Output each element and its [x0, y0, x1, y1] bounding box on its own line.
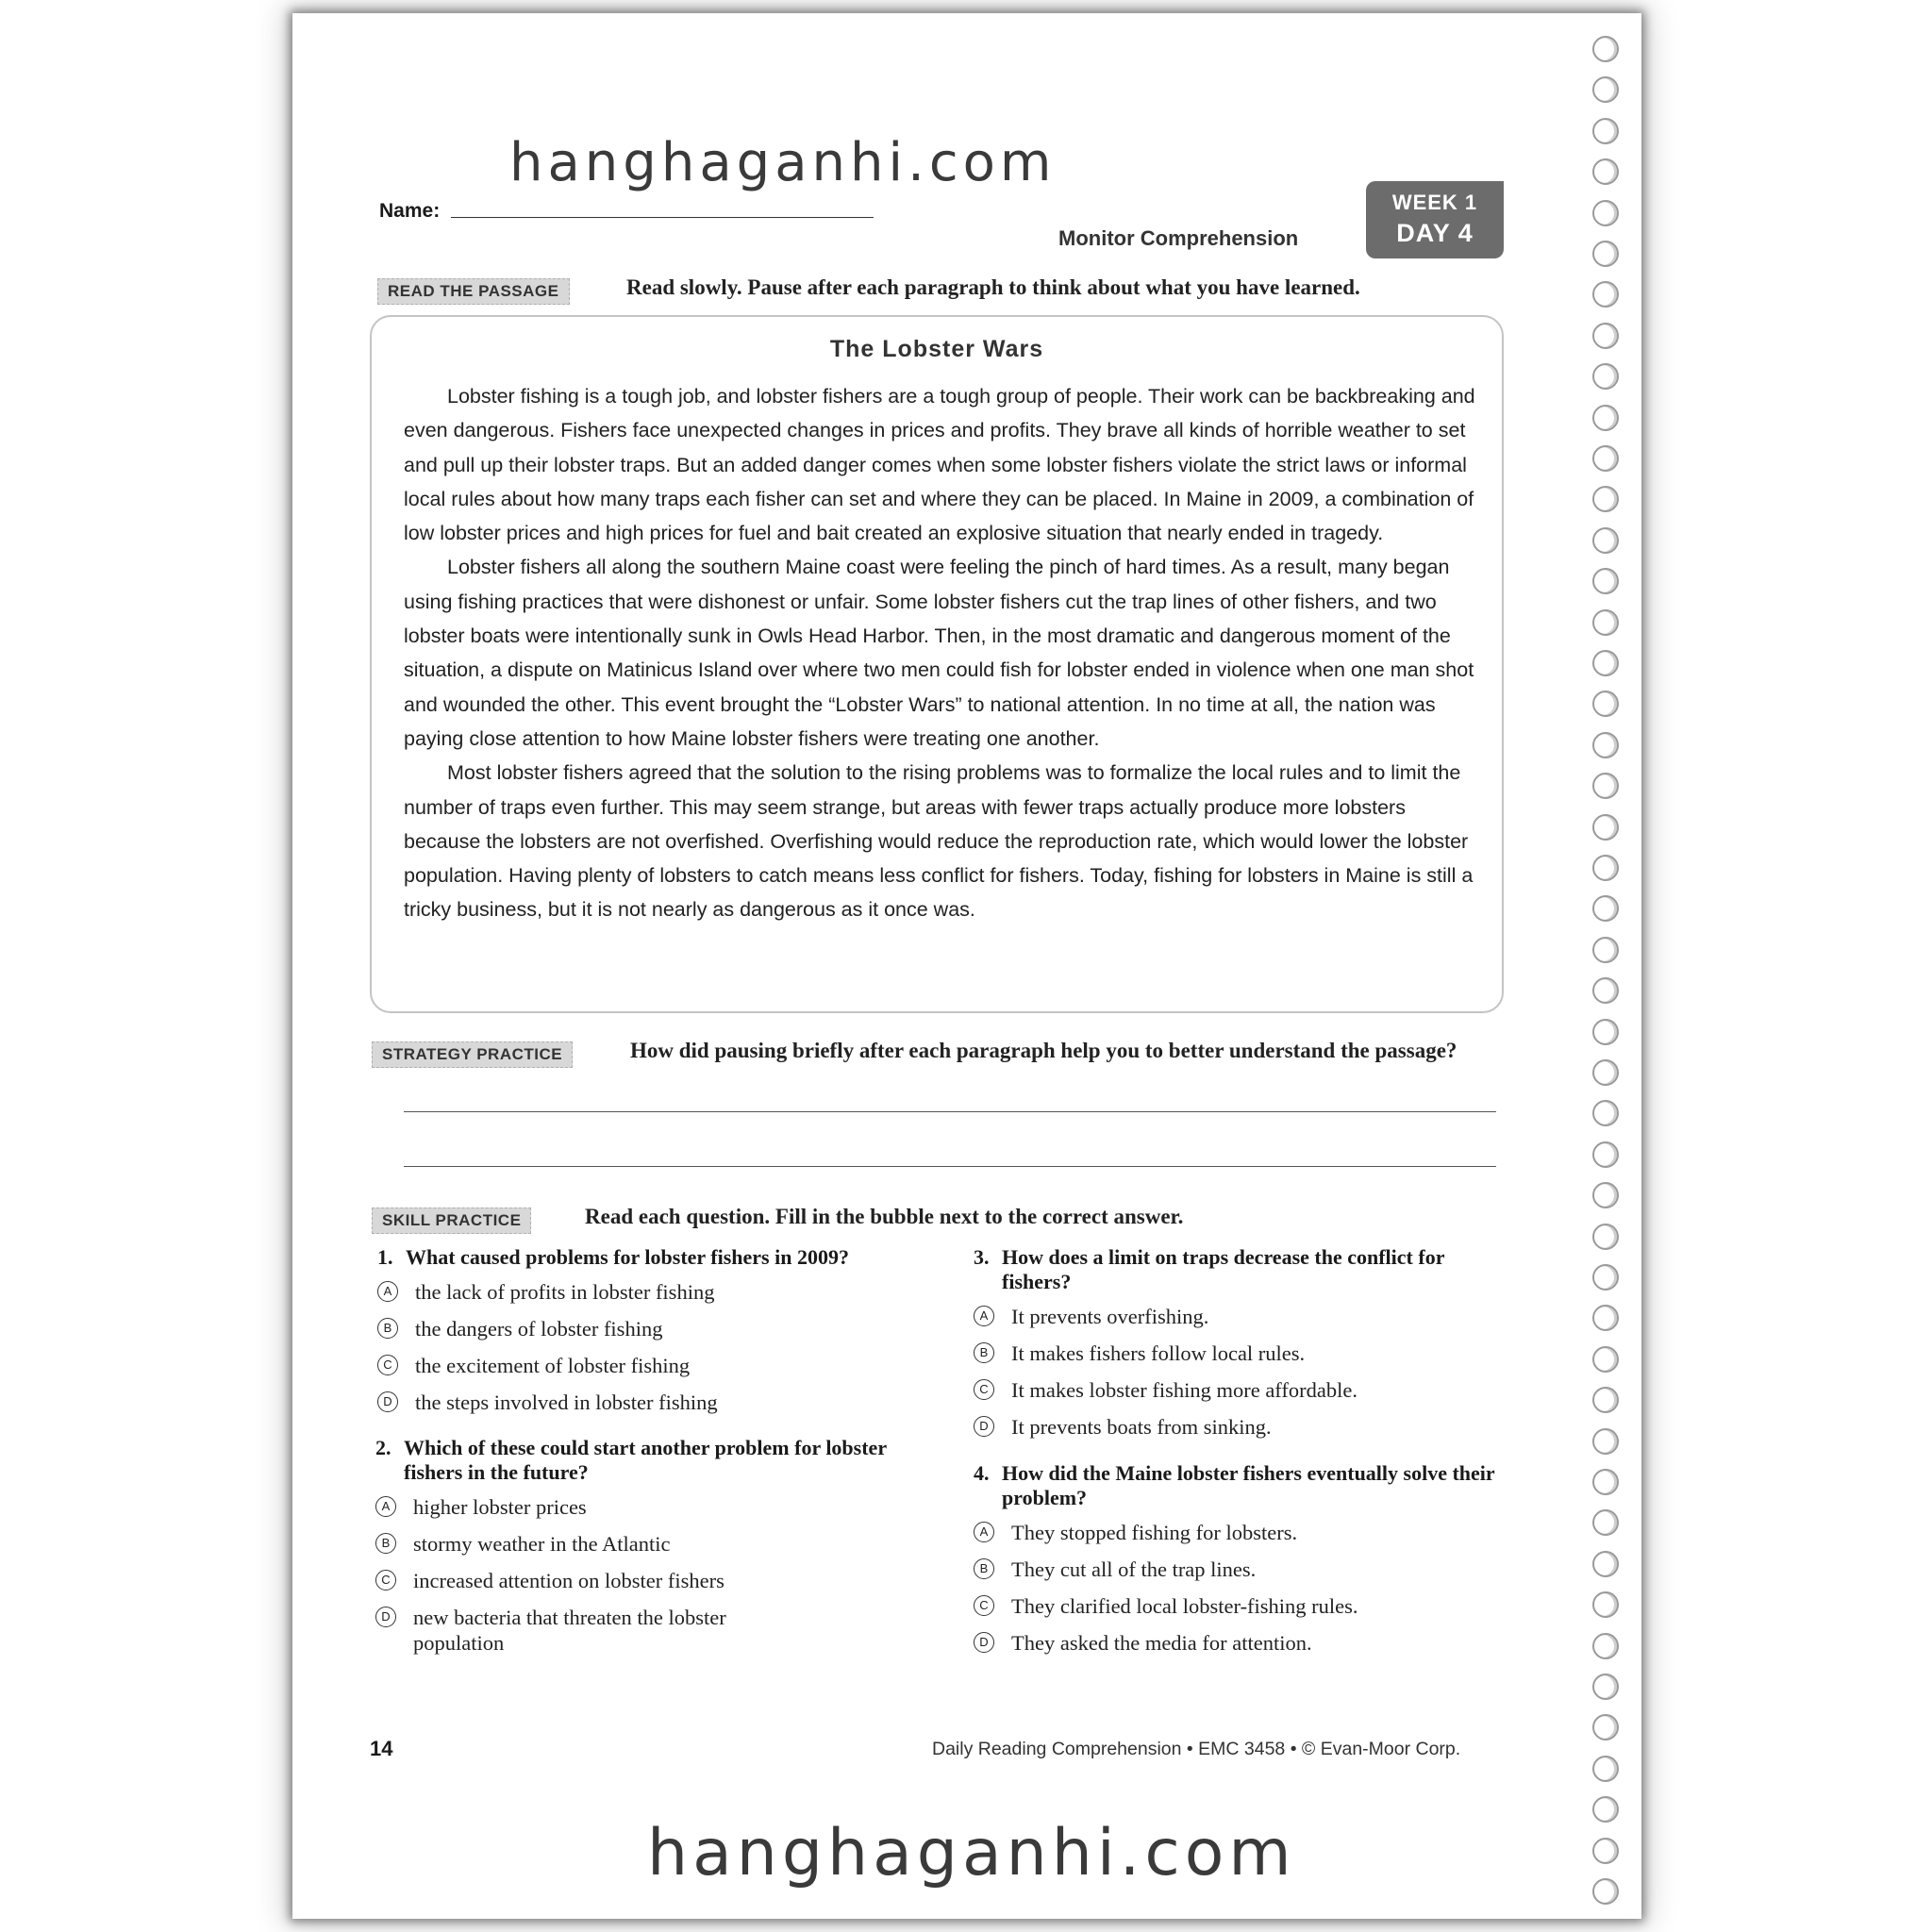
binding-ring [1592, 691, 1619, 717]
answer-bubble[interactable]: C [375, 1570, 396, 1591]
answer-bubble[interactable]: C [974, 1379, 994, 1400]
option-text: It prevents overfishing. [1011, 1305, 1209, 1328]
option-text: new bacteria that threaten the lobster population [413, 1606, 726, 1655]
answer-option[interactable] [377, 1316, 906, 1341]
binding-ring [1592, 445, 1619, 472]
binding-ring [1592, 323, 1619, 349]
binding-ring [1592, 1100, 1619, 1126]
strategy-practice-tag: STRATEGY PRACTICE [372, 1041, 573, 1068]
watermark-top: hanghaganhi.com [509, 132, 1057, 193]
binding-ring [1592, 36, 1619, 62]
footer-credit: Daily Reading Comprehension • EMC 3458 • © Evan-Moor Corp. [932, 1739, 1461, 1759]
answer-option[interactable] [974, 1630, 1502, 1656]
option-text: stormy weather in the Atlantic [413, 1532, 671, 1556]
question-text: Which of these could start another problem for lobster fishers in the future? [404, 1436, 887, 1484]
option-text: It prevents boats from sinking. [1011, 1415, 1272, 1439]
binding-ring [1592, 1714, 1619, 1740]
binding-ring [1592, 1591, 1619, 1618]
option-text: the dangers of lobster fishing [415, 1317, 663, 1341]
binding-ring [1592, 1059, 1619, 1086]
option-text: the lack of profits in lobster fishing [415, 1280, 715, 1304]
binding-ring [1592, 1633, 1619, 1659]
answer-line-1[interactable] [404, 1111, 1496, 1112]
question-2 [375, 1436, 904, 1667]
answer-option[interactable] [974, 1377, 1502, 1403]
answer-line-2[interactable] [404, 1166, 1496, 1167]
binding-ring [1592, 158, 1619, 185]
answer-bubble[interactable]: B [377, 1318, 398, 1339]
week-label: WEEK 1 [1391, 191, 1478, 214]
passage-title: The Lobster Wars [829, 336, 1044, 362]
answer-bubble[interactable]: D [974, 1416, 994, 1437]
option-text: It makes fishers follow local rules. [1011, 1341, 1306, 1365]
answer-bubble[interactable]: A [974, 1306, 994, 1326]
question-number: 3. [974, 1245, 990, 1269]
binding-ring [1592, 1756, 1619, 1782]
binding-ring [1592, 200, 1619, 226]
passage-box [370, 315, 1504, 1013]
name-label: Name: [379, 200, 441, 222]
question-4 [974, 1461, 1502, 1667]
option-text: They stopped fishing for lobsters. [1011, 1521, 1298, 1544]
option-text: It makes lobster fishing more affordable. [1011, 1378, 1357, 1402]
strategy-question: How did pausing briefly after each paragraph help you to better understand the passage? [630, 1039, 1457, 1062]
answer-option[interactable] [375, 1568, 904, 1593]
binding-ring [1592, 977, 1619, 1004]
option-text: They asked the media for attention. [1011, 1631, 1312, 1655]
answer-option[interactable] [377, 1353, 906, 1378]
spiral-binding [1592, 36, 1624, 1913]
binding-ring [1592, 405, 1619, 431]
answer-option[interactable] [974, 1520, 1502, 1545]
binding-ring [1592, 1305, 1619, 1331]
binding-ring [1592, 650, 1619, 676]
binding-ring [1592, 568, 1619, 594]
option-text: the excitement of lobster fishing [415, 1354, 691, 1377]
answer-bubble[interactable]: D [377, 1391, 398, 1412]
question-text: What caused problems for lobster fishers in 2009? [406, 1245, 849, 1269]
option-text: higher lobster prices [413, 1495, 587, 1519]
skill-instruction: Read each question. Fill in the bubble next to the correct answer. [585, 1205, 1184, 1228]
binding-ring [1592, 527, 1619, 554]
read-passage-instruction: Read slowly. Pause after each paragraph to think about what you have learned. [626, 275, 1360, 299]
watermark-bottom: hanghaganhi.com [647, 1816, 1296, 1890]
answer-option[interactable] [375, 1494, 904, 1520]
question-number: 4. [974, 1461, 990, 1485]
answer-bubble[interactable]: B [375, 1533, 396, 1554]
answer-option[interactable] [377, 1390, 906, 1415]
question-number: 1. [377, 1245, 393, 1269]
binding-ring [1592, 1838, 1619, 1864]
question-number: 2. [375, 1436, 391, 1459]
answer-bubble[interactable]: A [375, 1496, 396, 1517]
skill-practice-tag: SKILL PRACTICE [372, 1208, 531, 1234]
binding-ring [1592, 1224, 1619, 1250]
binding-ring [1592, 732, 1619, 758]
answer-bubble[interactable]: D [375, 1607, 396, 1627]
binding-ring [1592, 1182, 1619, 1208]
read-passage-tag: READ THE PASSAGE [377, 278, 570, 305]
binding-ring [1592, 1346, 1619, 1373]
answer-option[interactable] [377, 1279, 906, 1305]
passage-paragraph: Lobster fishing is a tough job, and lobster fishers are a tough group of people. Their work can be backbreaking and even dangerous. Fishers face unexpected changes in prices and profits. They brave all kinds of horrible weather to set and pull up their lobster traps. But an added danger comes when some lobster fishers violate the strict laws or informal local rules about how many traps each fisher can set and where they can be placed. In Maine in 2009, a combination of low lobster prices and high prices for fuel and bait created an explosive situation that nearly ended in tragedy. [404, 385, 1475, 545]
binding-ring [1592, 1674, 1619, 1700]
binding-ring [1592, 773, 1619, 799]
answer-bubble[interactable]: C [974, 1595, 994, 1616]
page-number: 14 [370, 1737, 393, 1760]
binding-ring [1592, 1264, 1619, 1291]
passage-paragraph: Most lobster fishers agreed that the solution to the rising problems was to formalize the local rules and to limit the number of traps even further. This may seem strange, but areas with fewer traps actually produce more lobsters because the lobsters are not overfished. Overfishing would reduce the reproduction rate, which would lower the lobster population. Having plenty of lobsters to catch means less conflict for fishers. Today, fishing for lobsters in Maine is still a tricky business, but it is not nearly as dangerous as it once was. [404, 761, 1474, 922]
option-text: They clarified local lobster-fishing rules. [1011, 1594, 1358, 1618]
answer-option[interactable] [974, 1341, 1502, 1366]
skill-subtitle: Monitor Comprehension [1058, 226, 1299, 250]
binding-ring [1592, 241, 1619, 267]
binding-ring [1592, 1551, 1619, 1577]
option-text: increased attention on lobster fishers [413, 1569, 724, 1592]
binding-ring [1592, 1878, 1619, 1905]
passage-paragraph: Lobster fishers all along the southern Maine coast were feeling the pinch of hard times. As a result, many began using fishing practices that were dishonest or unfair. Some lobster fishers cut the trap lines of other fishers, and two lobster boats were intentionally sunk in Owls Head Harbor. Then, in the most dramatic and dangerous moment of the situation, a dispute on Matinicus Island over where two men could fish for lobster ended in violence when one man shot and wounded the other. This event brought the “Lobster Wars” to national attention. In no time at all, the nation was paying close attention to how Maine lobster fishers were treating one another. [404, 556, 1474, 750]
answer-option[interactable] [974, 1414, 1502, 1440]
binding-ring [1592, 1387, 1619, 1413]
answer-bubble[interactable]: B [974, 1558, 994, 1579]
answer-option[interactable] [974, 1557, 1502, 1582]
binding-ring [1592, 281, 1619, 308]
binding-ring [1592, 1141, 1619, 1168]
answer-bubble[interactable]: A [377, 1281, 398, 1302]
binding-ring [1592, 363, 1619, 390]
binding-ring [1592, 118, 1619, 144]
week-day-badge [1366, 181, 1504, 258]
binding-ring [1592, 855, 1619, 881]
binding-ring [1592, 1428, 1619, 1455]
binding-ring [1592, 609, 1619, 636]
binding-ring [1592, 895, 1619, 922]
answer-option[interactable] [375, 1605, 791, 1656]
option-text: They cut all of the trap lines. [1011, 1557, 1257, 1581]
answer-bubble[interactable]: D [974, 1632, 994, 1653]
answer-bubble[interactable]: C [377, 1355, 398, 1375]
binding-ring [1592, 1469, 1619, 1495]
binding-ring [1592, 76, 1619, 103]
answer-option[interactable] [974, 1593, 1502, 1619]
passage-text [404, 379, 1479, 927]
option-text: the steps involved in lobster fishing [415, 1391, 718, 1414]
day-label: DAY 4 [1396, 219, 1474, 247]
answer-bubble[interactable]: A [974, 1522, 994, 1542]
answer-option[interactable] [375, 1531, 904, 1557]
binding-ring [1592, 1509, 1619, 1536]
answer-option[interactable] [974, 1304, 1502, 1329]
binding-ring [1592, 1019, 1619, 1045]
question-text: How did the Maine lobster fishers eventually solve their problem? [1002, 1461, 1495, 1509]
question-text: How does a limit on traps decrease the conflict for fishers? [1002, 1245, 1445, 1293]
answer-bubble[interactable]: B [974, 1342, 994, 1363]
binding-ring [1592, 486, 1619, 512]
binding-ring [1592, 814, 1619, 841]
name-field[interactable] [451, 217, 874, 218]
question-3 [974, 1245, 1502, 1451]
binding-ring [1592, 937, 1619, 963]
question-1 [377, 1245, 906, 1426]
binding-ring [1592, 1796, 1619, 1823]
